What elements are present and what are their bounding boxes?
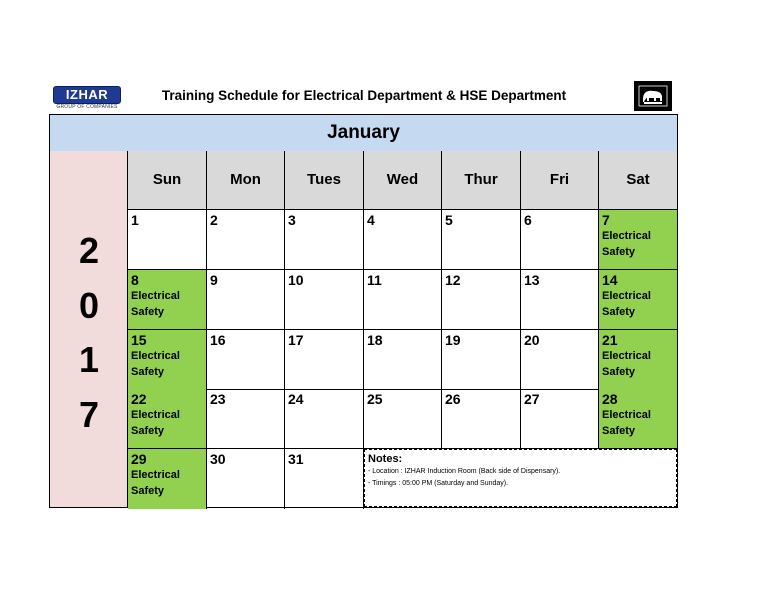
training-day-cell [599, 389, 677, 449]
day-number: 9 [210, 272, 218, 288]
day-cell [364, 330, 442, 390]
day-number: 8 [131, 272, 139, 288]
weekday-header: Mon [207, 151, 285, 210]
event-label: Electrical Safety [131, 409, 180, 437]
month-title: January [50, 115, 677, 152]
calendar [49, 114, 678, 508]
day-number: 4 [367, 212, 375, 228]
day-number: 31 [288, 451, 304, 467]
day-cell [285, 210, 364, 270]
weekday-header: Thur [442, 151, 521, 210]
event-label: Electrical Safety [131, 469, 180, 497]
day-number: 30 [210, 451, 226, 467]
day-number: 22 [131, 391, 147, 407]
notes-title: Notes: [368, 453, 403, 465]
day-number: 11 [367, 272, 382, 288]
day-cell [285, 389, 364, 449]
day-number: 17 [288, 332, 304, 348]
weekday-header: Fri [521, 151, 599, 210]
day-cell [285, 449, 364, 509]
day-number: 24 [288, 391, 304, 407]
day-cell [285, 330, 364, 390]
day-number: 12 [445, 272, 461, 288]
day-number: 28 [602, 391, 618, 407]
notes-location: - Location : IZHAR Induction Room (Back side of Dispensary). [368, 468, 561, 475]
training-day-cell [599, 210, 677, 270]
weekday-header: Wed [364, 151, 442, 210]
day-number: 19 [445, 332, 461, 348]
day-cell [521, 389, 599, 449]
training-day-cell [128, 330, 207, 390]
training-day-cell [128, 449, 207, 509]
calendar-grid [128, 151, 677, 507]
page-header [50, 80, 678, 114]
day-number: 16 [210, 332, 226, 348]
day-cell [364, 270, 442, 330]
day-number: 27 [524, 391, 540, 407]
day-cell [207, 330, 285, 390]
event-label: Electrical Safety [131, 350, 180, 378]
day-cell [207, 449, 285, 509]
day-number: 21 [602, 332, 618, 348]
day-number: 25 [367, 391, 383, 407]
day-number: 29 [131, 451, 147, 467]
weekday-header: Tues [285, 151, 364, 210]
event-label: Electrical Safety [131, 290, 180, 318]
year-digit: 0 [78, 285, 100, 326]
day-cell [207, 389, 285, 449]
year-digit: 7 [78, 394, 100, 435]
day-number: 23 [210, 391, 226, 407]
day-number: 5 [445, 212, 453, 228]
day-cell [207, 270, 285, 330]
event-label: Electrical Safety [602, 230, 651, 258]
day-number: 13 [524, 272, 540, 288]
weekday-header: Sun [128, 151, 207, 210]
notes-timings: - Timings : 05:00 PM (Saturday and Sunday). [368, 480, 509, 487]
izhar-logo-subtitle: GROUP OF COMPANIES [56, 104, 118, 110]
training-day-cell [599, 330, 677, 390]
day-cell [521, 270, 599, 330]
day-number: 6 [524, 212, 532, 228]
day-number: 7 [602, 212, 610, 228]
training-day-cell [128, 270, 207, 330]
day-number: 1 [131, 212, 139, 228]
page-title: Training Schedule for Electrical Department & HSE Department [161, 88, 567, 103]
day-cell [128, 210, 207, 270]
day-number: 14 [602, 272, 618, 288]
day-cell [364, 210, 442, 270]
day-cell [521, 210, 599, 270]
day-number: 15 [131, 332, 147, 348]
year-column [50, 151, 128, 507]
weekday-header: Sat [599, 151, 677, 210]
day-number: 18 [367, 332, 383, 348]
day-cell [442, 389, 521, 449]
day-cell [521, 330, 599, 390]
training-day-cell [128, 389, 207, 449]
day-cell [364, 389, 442, 449]
training-day-cell [599, 270, 677, 330]
elephant-logo-icon [634, 81, 672, 111]
day-cell [285, 270, 364, 330]
day-number: 10 [288, 272, 304, 288]
year-digit: 1 [78, 339, 100, 380]
year-digit: 2 [78, 230, 100, 271]
day-number: 20 [524, 332, 540, 348]
notes-box [364, 449, 677, 507]
event-label: Electrical Safety [602, 350, 651, 378]
day-cell [207, 210, 285, 270]
day-cell [442, 270, 521, 330]
izhar-logo-text: IZHAR [53, 86, 121, 104]
day-number: 3 [288, 212, 296, 228]
day-cell [442, 330, 521, 390]
event-label: Electrical Safety [602, 290, 651, 318]
day-number: 26 [445, 391, 461, 407]
event-label: Electrical Safety [602, 409, 651, 437]
day-number: 2 [210, 212, 218, 228]
day-cell [442, 210, 521, 270]
